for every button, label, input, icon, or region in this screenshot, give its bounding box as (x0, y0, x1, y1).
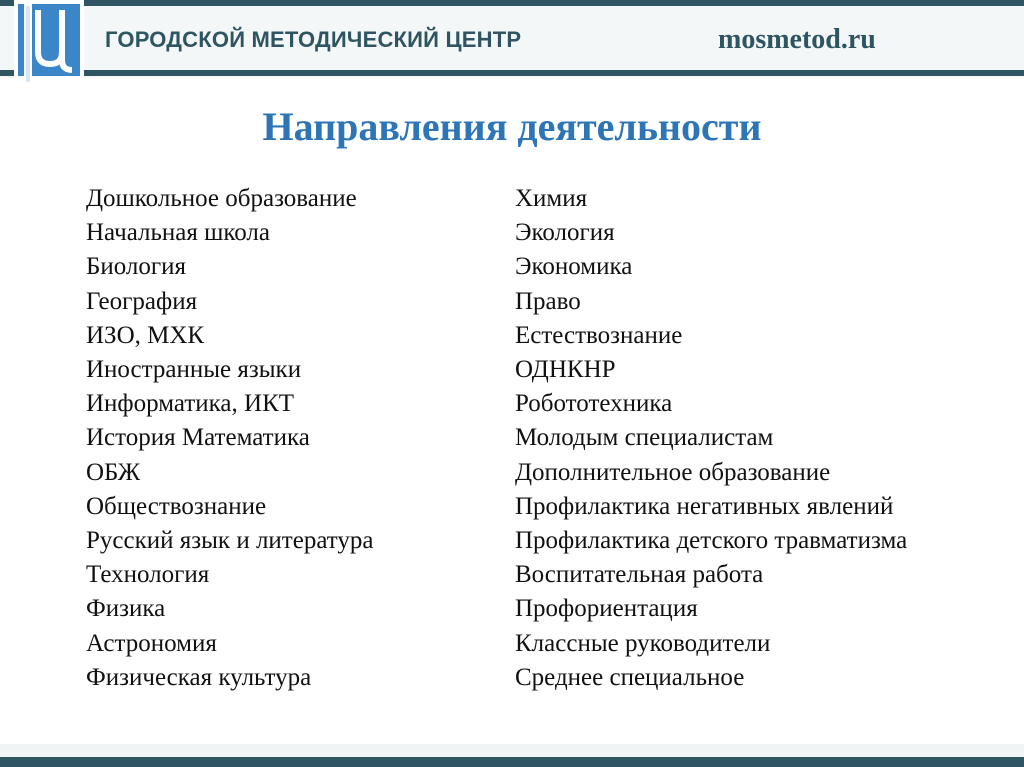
list-item: Профилактика негативных явлений (515, 492, 894, 520)
list-item: Дополнительное образование (515, 458, 831, 486)
list-item: Иностранные языки (86, 356, 302, 384)
list-item: Профориентация (515, 595, 698, 623)
list-item: Молодым специалистам (515, 424, 774, 452)
list-item: Экология (515, 219, 615, 247)
list-item: Биология (86, 253, 187, 281)
list-item: ОДНКНР (515, 356, 616, 384)
list-item: Робототехника (515, 390, 673, 418)
list-item: Технология (86, 561, 210, 589)
list-item: Информатика, ИКТ (86, 390, 295, 418)
header-top-rule (0, 0, 1024, 6)
page-title: Направления деятельности (262, 104, 762, 149)
footer-band (0, 744, 1024, 758)
header-bottom-rule (0, 70, 1024, 76)
list-item: Профилактика детского травматизма (515, 527, 908, 555)
list-item: Среднее специальное (515, 663, 745, 691)
list-item: Естествознание (515, 321, 683, 349)
list-item: Физика (86, 595, 166, 623)
list-item: Право (515, 287, 581, 315)
footer-rule (0, 757, 1024, 767)
center-name: ГОРОДСКОЙ МЕТОДИЧЕСКИЙ ЦЕНТР (105, 27, 522, 52)
list-item: История Математика (86, 424, 310, 452)
list-item: Русский язык и литература (86, 527, 374, 555)
list-item: Химия (515, 185, 588, 212)
right-directions-list (515, 182, 907, 695)
list-item: Воспитательная работа (515, 561, 764, 589)
left-directions-list (86, 182, 373, 695)
list-item: Экономика (515, 253, 633, 281)
list-item: Классные руководители (515, 629, 771, 657)
list-item: ОБЖ (86, 458, 141, 486)
list-item: Дошкольное образование (86, 185, 357, 212)
list-item: Физическая культура (86, 663, 312, 691)
list-item: Начальная школа (86, 219, 271, 247)
list-item: География (86, 287, 198, 315)
site-url[interactable]: mosmetod.ru (718, 24, 876, 55)
list-item: Обществознание (86, 492, 267, 520)
list-item: ИЗО, МХК (86, 321, 205, 349)
list-item: Астрономия (86, 629, 217, 657)
mu-letter-logo-icon (14, 0, 84, 88)
